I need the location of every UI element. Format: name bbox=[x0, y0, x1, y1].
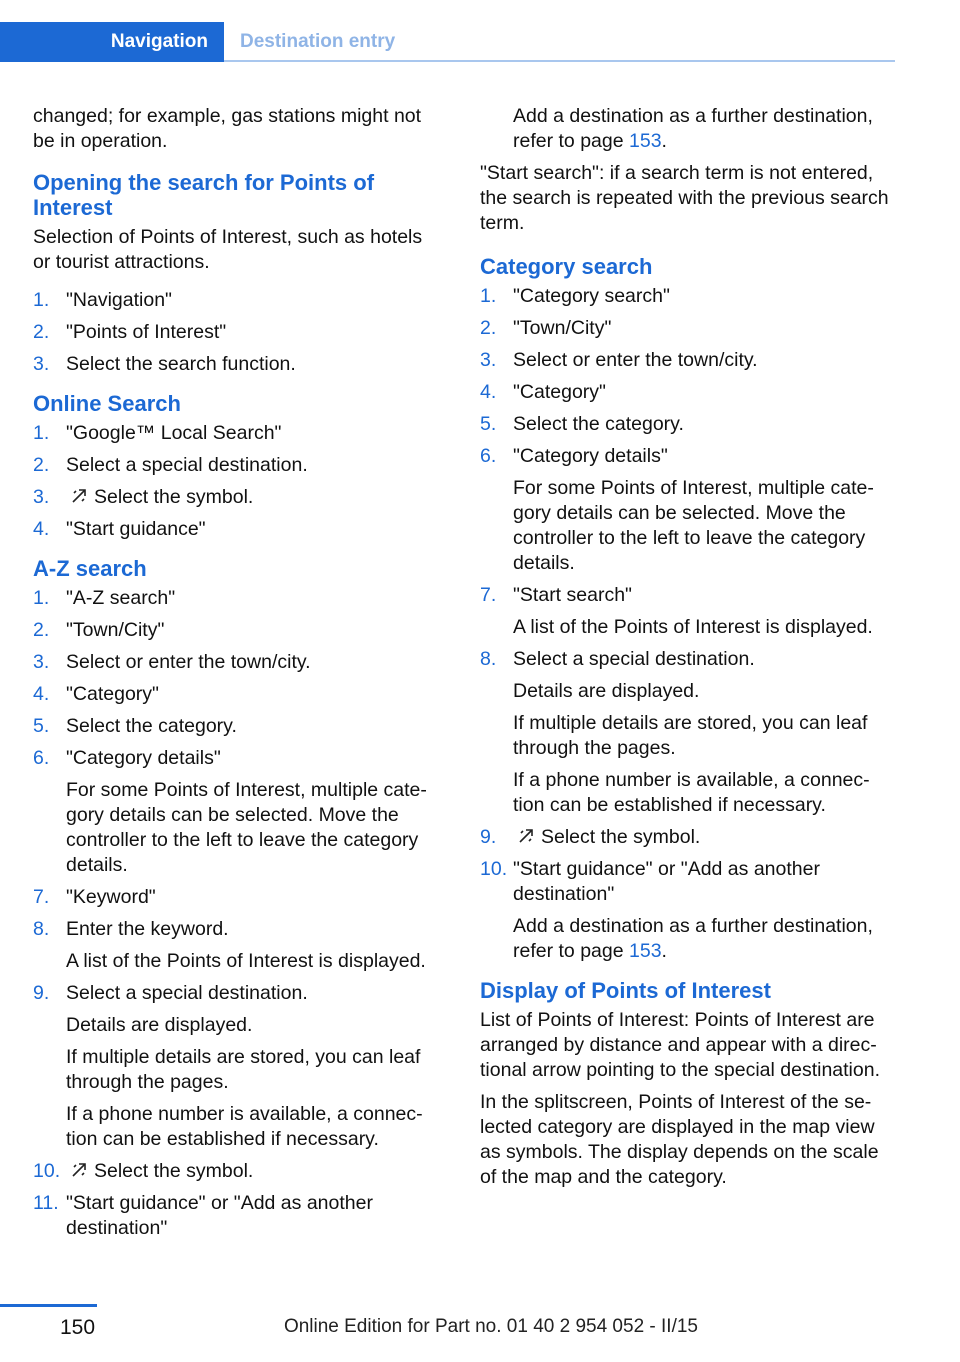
list-item: 3. Select the search function. bbox=[33, 353, 296, 375]
list-item: 3. Select the symbol. bbox=[33, 486, 254, 508]
header-divider bbox=[224, 60, 895, 62]
list-item: 6. "Category details" For some Points of Interest, multiple cate-gory details can be selected. Move the controller to the left to leave the category details. bbox=[480, 445, 874, 574]
list-item: 1. "Navigation" bbox=[33, 289, 172, 311]
continued-paragraph: Add a destination as a further destination, refer to page 153. bbox=[513, 105, 873, 152]
list-item: 4. "Category" bbox=[480, 381, 606, 403]
list-item: 3. Select or enter the town/city. bbox=[480, 349, 758, 371]
list-item: 8. Select a special destination. Details are displayed. If multiple details are stored, you can leaf through the pages. If a phone number is available, a connec-tion can be established if necessary. bbox=[480, 648, 870, 816]
display-paragraph-2: In the splitscreen, Points of Interest of the se-lected category are displayed in the map view as symbols. The display depends on the scale of the map and the category. bbox=[480, 1091, 879, 1188]
list-item: 4. "Category" bbox=[33, 683, 159, 705]
list-item: 10. Select the symbol. bbox=[33, 1160, 254, 1182]
list-item: 2. "Town/City" bbox=[480, 317, 612, 339]
category-search-steps bbox=[480, 284, 895, 964]
page-link[interactable]: 153 bbox=[629, 130, 662, 152]
section-tab-navigation[interactable]: Navigation bbox=[0, 22, 224, 62]
list-item: 1. "Google™ Local Search" bbox=[33, 422, 282, 444]
page-header bbox=[0, 22, 895, 62]
list-item: 3. Select or enter the town/city. bbox=[33, 651, 311, 673]
display-paragraph-1: List of Points of Interest: Points of Interest are arranged by distance and appear with a direc-tional arrow pointing to the special destination. bbox=[480, 1009, 880, 1081]
footer-divider bbox=[0, 1304, 97, 1307]
section-tab-destination-entry[interactable]: Destination entry bbox=[240, 31, 396, 52]
list-item: 2. "Town/City" bbox=[33, 619, 165, 641]
page-link[interactable]: 153 bbox=[629, 940, 662, 962]
list-item: 5. Select the category. bbox=[480, 413, 684, 435]
poi-description: Selection of Points of Interest, such as hotels or tourist attractions. bbox=[33, 226, 423, 273]
intro-paragraph: changed; for example, gas stations might not be in operation. bbox=[33, 105, 422, 152]
list-item: 5. Select the category. bbox=[33, 715, 237, 737]
guidance-symbol-icon bbox=[70, 1161, 88, 1179]
list-item: 2. "Points of Interest" bbox=[33, 321, 227, 343]
list-item: 2. Select a special destination. bbox=[33, 454, 308, 476]
list-item: 9. Select the symbol. bbox=[480, 826, 701, 848]
poi-heading: Opening the search for Points of Interest bbox=[33, 170, 375, 220]
az-search-heading: A-Z search bbox=[33, 556, 147, 581]
right-column bbox=[480, 104, 895, 1197]
left-column bbox=[33, 104, 443, 1255]
az-search-steps bbox=[33, 586, 443, 1241]
guidance-symbol-icon bbox=[70, 487, 88, 505]
online-search-steps bbox=[33, 421, 443, 542]
list-item: 9. Select a special destination. Details are displayed. If multiple details are stored, you can leaf through the pages. If a phone number is available, a connec-tion can be established if necessary. bbox=[33, 982, 423, 1150]
list-item: 10. "Start guidance" or "Add as another destination" Add a destination as a further destination, refer to page 153. bbox=[480, 858, 873, 962]
poi-steps bbox=[33, 288, 443, 377]
category-search-heading: Category search bbox=[480, 254, 653, 279]
page-number: 150 bbox=[60, 1316, 96, 1339]
list-item: 8. Enter the keyword. A list of the Points of Interest is displayed. bbox=[33, 918, 426, 972]
list-item: 1. "Category search" bbox=[480, 285, 670, 307]
online-search-heading: Online Search bbox=[33, 391, 181, 416]
start-search-paragraph: "Start search": if a search term is not entered, the search is repeated with the previous search term. bbox=[480, 162, 889, 234]
list-item: 11. "Start guidance" or "Add as another destination" bbox=[33, 1192, 373, 1239]
list-item: 7. "Start search" A list of the Points of Interest is displayed. bbox=[480, 584, 873, 638]
guidance-symbol-icon bbox=[517, 827, 535, 845]
list-item: 6. "Category details" For some Points of Interest, multiple cate-gory details can be selected. Move the controller to the left to leave the category details. bbox=[33, 747, 427, 876]
list-item: 4. "Start guidance" bbox=[33, 518, 206, 540]
list-item: 7. "Keyword" bbox=[33, 886, 156, 908]
display-poi-heading: Display of Points of Interest bbox=[480, 978, 771, 1003]
list-item: 1. "A-Z search" bbox=[33, 587, 176, 609]
edition-note: Online Edition for Part no. 01 40 2 954 052 - II/15 bbox=[283, 1316, 698, 1337]
